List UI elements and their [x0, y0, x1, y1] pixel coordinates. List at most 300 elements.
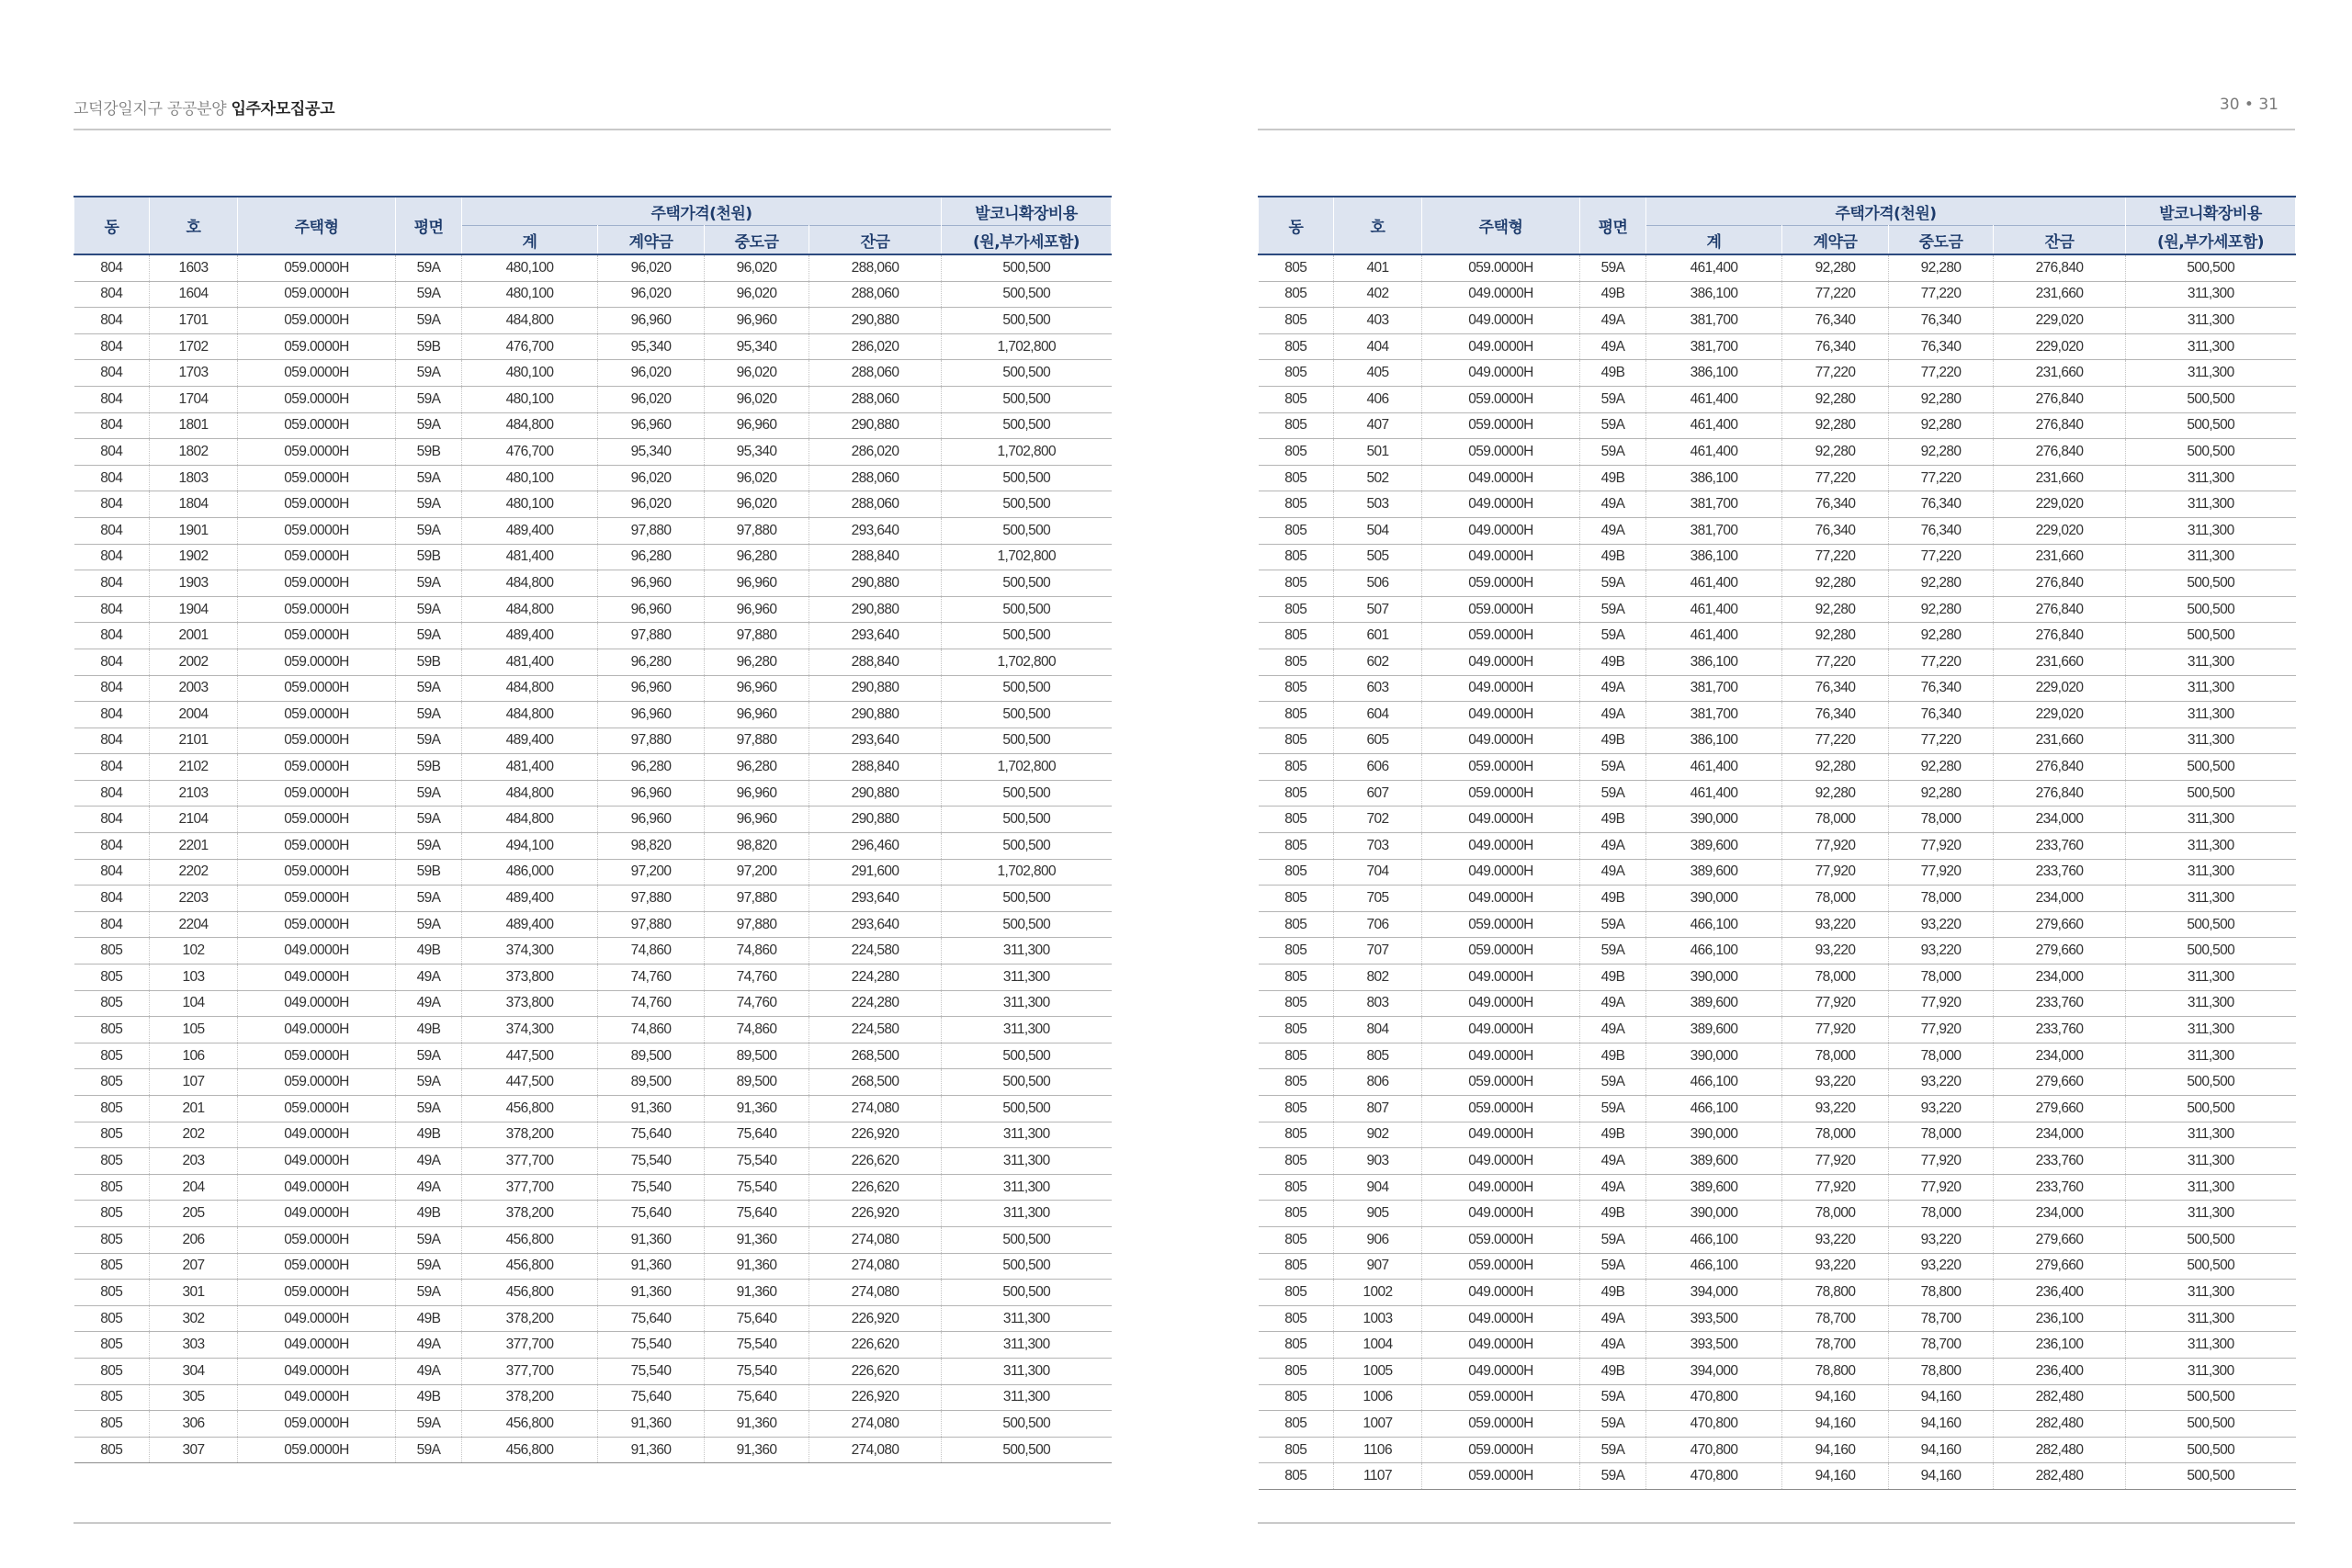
bottom-divider-right — [1258, 1522, 2295, 1524]
cell-contract: 94,160 — [1782, 1463, 1889, 1490]
cell-ho: 1802 — [150, 439, 238, 466]
cell-total: 480,100 — [462, 491, 598, 518]
cell-ho: 2103 — [150, 780, 238, 807]
table-row — [74, 333, 1112, 360]
cell-total: 466,100 — [1646, 1253, 1782, 1280]
cell-total: 381,700 — [1646, 517, 1782, 544]
cell-contract: 92,280 — [1782, 780, 1889, 807]
cell-balcony: 500,500 — [2126, 439, 2296, 466]
cell-middle: 78,700 — [1889, 1305, 1994, 1332]
cell-ho: 1604 — [150, 281, 238, 308]
cell-total: 466,100 — [1646, 911, 1782, 938]
cell-total: 447,500 — [462, 1069, 598, 1096]
cell-housing-type: 059.0000H — [238, 780, 396, 807]
col-header-area: 평면 — [396, 197, 462, 254]
cell-area: 59A — [1580, 1463, 1646, 1490]
cell-total: 486,000 — [462, 859, 598, 886]
cell-contract: 78,700 — [1782, 1305, 1889, 1332]
cell-housing-type: 049.0000H — [1422, 675, 1580, 702]
cell-contract: 89,500 — [598, 1043, 705, 1069]
cell-balcony: 500,500 — [2126, 1437, 2296, 1463]
cell-total: 489,400 — [462, 623, 598, 649]
cell-area: 59A — [396, 491, 462, 518]
cell-dong: 805 — [1259, 728, 1334, 754]
cell-balance: 290,880 — [809, 570, 942, 597]
cell-balance: 293,640 — [809, 911, 942, 938]
cell-housing-type: 049.0000H — [1422, 1332, 1580, 1359]
cell-balcony: 311,300 — [2126, 1305, 2296, 1332]
cell-balance: 290,880 — [809, 308, 942, 334]
cell-middle: 78,000 — [1889, 964, 1994, 991]
cell-area: 49A — [396, 990, 462, 1017]
table-row — [1259, 1122, 2296, 1148]
cell-total: 377,700 — [462, 1332, 598, 1359]
cell-ho: 805 — [1334, 1043, 1422, 1069]
cell-middle: 91,360 — [705, 1226, 809, 1253]
table-row — [74, 623, 1112, 649]
cell-contract: 97,880 — [598, 517, 705, 544]
cell-middle: 95,340 — [705, 333, 809, 360]
cell-contract: 74,860 — [598, 938, 705, 964]
cell-balcony: 311,300 — [2126, 702, 2296, 728]
cell-balance: 236,400 — [1994, 1280, 2126, 1306]
cell-balance: 226,620 — [809, 1332, 942, 1359]
cell-area: 59A — [1580, 1069, 1646, 1096]
cell-contract: 95,340 — [598, 439, 705, 466]
cell-ho: 1801 — [150, 412, 238, 439]
cell-balcony: 311,300 — [942, 1174, 1112, 1201]
cell-ho: 406 — [1334, 386, 1422, 412]
cell-area: 49B — [1580, 1043, 1646, 1069]
cell-dong: 804 — [74, 886, 150, 912]
cell-balcony: 311,300 — [2126, 675, 2296, 702]
cell-area: 59A — [1580, 911, 1646, 938]
cell-balcony: 1,702,800 — [942, 439, 1112, 466]
table-row — [1259, 754, 2296, 781]
cell-middle: 77,220 — [1889, 281, 1994, 308]
table-row — [1259, 1358, 2296, 1384]
cell-dong: 805 — [1259, 780, 1334, 807]
cell-total: 381,700 — [1646, 308, 1782, 334]
cell-dong: 804 — [74, 333, 150, 360]
cell-housing-type: 049.0000H — [1422, 1043, 1580, 1069]
cell-middle: 96,960 — [705, 412, 809, 439]
cell-dong: 805 — [1259, 623, 1334, 649]
cell-dong: 804 — [74, 544, 150, 570]
table-row — [74, 281, 1112, 308]
cell-ho: 607 — [1334, 780, 1422, 807]
cell-total: 461,400 — [1646, 412, 1782, 439]
cell-total: 390,000 — [1646, 1043, 1782, 1069]
cell-dong: 805 — [1259, 1017, 1334, 1043]
cell-area: 49A — [396, 1332, 462, 1359]
cell-contract: 78,000 — [1782, 1122, 1889, 1148]
cell-dong: 805 — [1259, 412, 1334, 439]
cell-ho: 904 — [1334, 1174, 1422, 1201]
cell-contract: 96,960 — [598, 780, 705, 807]
cell-ho: 204 — [150, 1174, 238, 1201]
cell-ho: 604 — [1334, 702, 1422, 728]
cell-area: 49B — [396, 938, 462, 964]
col-header-contract: 계약금 — [1782, 226, 1889, 255]
cell-balcony: 500,500 — [2126, 1253, 2296, 1280]
cell-housing-type: 059.0000H — [238, 1226, 396, 1253]
cell-total: 489,400 — [462, 911, 598, 938]
cell-contract: 78,000 — [1782, 886, 1889, 912]
cell-ho: 603 — [1334, 675, 1422, 702]
cell-contract: 93,220 — [1782, 911, 1889, 938]
cell-contract: 77,220 — [1782, 281, 1889, 308]
cell-housing-type: 059.0000H — [1422, 1096, 1580, 1122]
cell-middle: 92,280 — [1889, 254, 1994, 281]
cell-contract: 92,280 — [1782, 754, 1889, 781]
cell-area: 59A — [1580, 570, 1646, 597]
cell-contract: 94,160 — [1782, 1411, 1889, 1438]
cell-total: 389,600 — [1646, 1174, 1782, 1201]
table-row — [74, 1384, 1112, 1411]
table-row — [74, 1148, 1112, 1175]
cell-balcony: 311,300 — [2126, 1148, 2296, 1175]
cell-housing-type: 059.0000H — [1422, 1384, 1580, 1411]
cell-housing-type: 049.0000H — [1422, 886, 1580, 912]
cell-middle: 77,220 — [1889, 649, 1994, 675]
cell-dong: 804 — [74, 833, 150, 860]
table-row — [74, 596, 1112, 623]
cell-dong: 805 — [1259, 596, 1334, 623]
cell-balcony: 500,500 — [942, 1069, 1112, 1096]
cell-middle: 89,500 — [705, 1043, 809, 1069]
cell-balcony: 311,300 — [2126, 517, 2296, 544]
table-row — [1259, 623, 2296, 649]
cell-dong: 805 — [1259, 1463, 1334, 1490]
cell-contract: 75,540 — [598, 1174, 705, 1201]
cell-middle: 74,860 — [705, 938, 809, 964]
cell-ho: 905 — [1334, 1201, 1422, 1227]
cell-ho: 803 — [1334, 990, 1422, 1017]
cell-dong: 804 — [74, 360, 150, 387]
cell-total: 476,700 — [462, 439, 598, 466]
cell-balance: 290,880 — [809, 702, 942, 728]
cell-contract: 92,280 — [1782, 596, 1889, 623]
cell-total: 390,000 — [1646, 1201, 1782, 1227]
cell-ho: 401 — [1334, 254, 1422, 281]
cell-contract: 77,220 — [1782, 649, 1889, 675]
cell-housing-type: 049.0000H — [1422, 1017, 1580, 1043]
cell-total: 489,400 — [462, 886, 598, 912]
col-header-balance: 잔금 — [1994, 226, 2126, 255]
cell-balcony: 311,300 — [2126, 544, 2296, 570]
cell-contract: 77,220 — [1782, 465, 1889, 491]
cell-dong: 805 — [1259, 1148, 1334, 1175]
cell-area: 59A — [1580, 1096, 1646, 1122]
cell-area: 49A — [1580, 702, 1646, 728]
cell-area: 59B — [396, 859, 462, 886]
cell-contract: 75,640 — [598, 1305, 705, 1332]
cell-ho: 202 — [150, 1122, 238, 1148]
cell-balance: 293,640 — [809, 517, 942, 544]
cell-balance: 288,840 — [809, 754, 942, 781]
cell-middle: 92,280 — [1889, 623, 1994, 649]
table-row — [74, 990, 1112, 1017]
cell-balcony: 311,300 — [2126, 281, 2296, 308]
cell-ho: 2003 — [150, 675, 238, 702]
cell-dong: 805 — [74, 1096, 150, 1122]
cell-middle: 96,020 — [705, 465, 809, 491]
cell-middle: 98,820 — [705, 833, 809, 860]
cell-balcony: 500,500 — [942, 886, 1112, 912]
cell-dong: 805 — [1259, 465, 1334, 491]
cell-contract: 96,020 — [598, 465, 705, 491]
cell-balance: 231,660 — [1994, 281, 2126, 308]
cell-balance: 276,840 — [1994, 596, 2126, 623]
cell-housing-type: 059.0000H — [1422, 754, 1580, 781]
cell-balance: 226,620 — [809, 1148, 942, 1175]
cell-middle: 78,800 — [1889, 1358, 1994, 1384]
cell-area: 49B — [396, 1384, 462, 1411]
cell-dong: 805 — [74, 1332, 150, 1359]
cell-balance: 234,000 — [1994, 964, 2126, 991]
cell-housing-type: 059.0000H — [238, 1280, 396, 1306]
cell-dong: 805 — [1259, 702, 1334, 728]
cell-balance: 288,060 — [809, 386, 942, 412]
table-row — [1259, 412, 2296, 439]
cell-balance: 293,640 — [809, 728, 942, 754]
table-row — [1259, 728, 2296, 754]
cell-ho: 1904 — [150, 596, 238, 623]
cell-dong: 805 — [74, 1226, 150, 1253]
table-row — [74, 780, 1112, 807]
cell-contract: 76,340 — [1782, 491, 1889, 518]
col-header-total: 계 — [462, 226, 598, 255]
cell-total: 389,600 — [1646, 1017, 1782, 1043]
cell-area: 49B — [1580, 544, 1646, 570]
cell-housing-type: 049.0000H — [1422, 1201, 1580, 1227]
cell-contract: 94,160 — [1782, 1437, 1889, 1463]
cell-balance: 226,920 — [809, 1384, 942, 1411]
cell-area: 59A — [396, 1226, 462, 1253]
cell-housing-type: 059.0000H — [238, 386, 396, 412]
cell-balance: 274,080 — [809, 1437, 942, 1463]
table-row — [1259, 333, 2296, 360]
col-header-balcony-note: (원,부가세포함) — [942, 226, 1112, 255]
table-row — [1259, 254, 2296, 281]
cell-ho: 306 — [150, 1411, 238, 1438]
cell-ho: 506 — [1334, 570, 1422, 597]
cell-housing-type: 059.0000H — [238, 649, 396, 675]
cell-dong: 805 — [1259, 1122, 1334, 1148]
cell-total: 476,700 — [462, 333, 598, 360]
cell-contract: 97,880 — [598, 886, 705, 912]
cell-area: 59A — [396, 254, 462, 281]
cell-balcony: 311,300 — [2126, 649, 2296, 675]
cell-middle: 91,360 — [705, 1437, 809, 1463]
cell-area: 59B — [396, 649, 462, 675]
cell-contract: 78,800 — [1782, 1280, 1889, 1306]
cell-balcony: 500,500 — [942, 360, 1112, 387]
cell-balcony: 500,500 — [942, 465, 1112, 491]
cell-housing-type: 049.0000H — [1422, 1122, 1580, 1148]
cell-balcony: 311,300 — [942, 1148, 1112, 1175]
cell-balance: 226,620 — [809, 1174, 942, 1201]
cell-housing-type: 059.0000H — [238, 281, 396, 308]
cell-dong: 805 — [74, 1280, 150, 1306]
cell-housing-type: 049.0000H — [1422, 360, 1580, 387]
col-header-total: 계 — [1646, 226, 1782, 255]
cell-balance: 274,080 — [809, 1280, 942, 1306]
cell-housing-type: 059.0000H — [238, 544, 396, 570]
cell-balance: 224,280 — [809, 990, 942, 1017]
cell-ho: 2101 — [150, 728, 238, 754]
cell-ho: 104 — [150, 990, 238, 1017]
cell-balcony: 311,300 — [2126, 465, 2296, 491]
cell-dong: 804 — [74, 465, 150, 491]
cell-total: 489,400 — [462, 728, 598, 754]
cell-area: 59B — [396, 439, 462, 466]
cell-balcony: 500,500 — [942, 623, 1112, 649]
cell-housing-type: 059.0000H — [1422, 570, 1580, 597]
cell-dong: 805 — [74, 1148, 150, 1175]
table-row — [74, 1201, 1112, 1227]
col-header-dong: 동 — [1259, 197, 1334, 254]
cell-contract: 74,860 — [598, 1017, 705, 1043]
cell-balance: 279,660 — [1994, 938, 2126, 964]
cell-area: 59B — [396, 333, 462, 360]
cell-middle: 96,280 — [705, 649, 809, 675]
cell-contract: 97,880 — [598, 623, 705, 649]
cell-total: 484,800 — [462, 570, 598, 597]
cell-contract: 89,500 — [598, 1069, 705, 1096]
cell-area: 59A — [396, 570, 462, 597]
cell-housing-type: 059.0000H — [238, 465, 396, 491]
cell-housing-type: 049.0000H — [1422, 728, 1580, 754]
cell-housing-type: 049.0000H — [238, 1122, 396, 1148]
table-row — [1259, 780, 2296, 807]
col-header-balance: 잔금 — [809, 226, 942, 255]
cell-total: 461,400 — [1646, 386, 1782, 412]
cell-ho: 2104 — [150, 807, 238, 833]
cell-total: 447,500 — [462, 1043, 598, 1069]
cell-middle: 77,220 — [1889, 465, 1994, 491]
table-row — [74, 1043, 1112, 1069]
cell-total: 461,400 — [1646, 754, 1782, 781]
cell-total: 484,800 — [462, 596, 598, 623]
cell-housing-type: 049.0000H — [238, 1384, 396, 1411]
cell-balcony: 311,300 — [2126, 833, 2296, 860]
cell-balance: 229,020 — [1994, 333, 2126, 360]
cell-total: 389,600 — [1646, 833, 1782, 860]
cell-housing-type: 049.0000H — [1422, 491, 1580, 518]
cell-contract: 92,280 — [1782, 412, 1889, 439]
cell-balcony: 500,500 — [2126, 1226, 2296, 1253]
cell-dong: 804 — [74, 570, 150, 597]
cell-balance: 236,400 — [1994, 1358, 2126, 1384]
cell-area: 59A — [396, 465, 462, 491]
cell-area: 59A — [1580, 596, 1646, 623]
cell-balance: 286,020 — [809, 333, 942, 360]
cell-contract: 77,220 — [1782, 360, 1889, 387]
cell-dong: 805 — [1259, 308, 1334, 334]
cell-contract: 95,340 — [598, 333, 705, 360]
cell-area: 59B — [396, 544, 462, 570]
cell-total: 393,500 — [1646, 1305, 1782, 1332]
cell-ho: 106 — [150, 1043, 238, 1069]
cell-contract: 91,360 — [598, 1437, 705, 1463]
cell-total: 484,800 — [462, 702, 598, 728]
cell-balance: 288,060 — [809, 465, 942, 491]
cell-middle: 76,340 — [1889, 308, 1994, 334]
cell-middle: 89,500 — [705, 1069, 809, 1096]
cell-area: 49A — [1580, 1305, 1646, 1332]
table-body — [74, 254, 1112, 1463]
cell-housing-type: 059.0000H — [1422, 780, 1580, 807]
cell-middle: 95,340 — [705, 439, 809, 466]
table-row — [74, 702, 1112, 728]
col-header-area: 평면 — [1580, 197, 1646, 254]
cell-ho: 305 — [150, 1384, 238, 1411]
table-row — [1259, 911, 2296, 938]
cell-total: 466,100 — [1646, 1069, 1782, 1096]
cell-balance: 233,760 — [1994, 833, 2126, 860]
cell-balance: 229,020 — [1994, 675, 2126, 702]
cell-total: 461,400 — [1646, 596, 1782, 623]
cell-total: 481,400 — [462, 544, 598, 570]
table-row — [1259, 1332, 2296, 1359]
cell-total: 389,600 — [1646, 990, 1782, 1017]
table-row — [1259, 675, 2296, 702]
cell-area: 59A — [1580, 386, 1646, 412]
cell-contract: 93,220 — [1782, 938, 1889, 964]
cell-area: 59A — [396, 412, 462, 439]
cell-middle: 96,020 — [705, 254, 809, 281]
cell-housing-type: 059.0000H — [1422, 623, 1580, 649]
cell-balcony: 311,300 — [2126, 1174, 2296, 1201]
table-row — [1259, 702, 2296, 728]
cell-balcony: 311,300 — [2126, 1201, 2296, 1227]
cell-ho: 704 — [1334, 859, 1422, 886]
cell-balcony: 311,300 — [2126, 1280, 2296, 1306]
cell-balcony: 500,500 — [942, 308, 1112, 334]
cell-total: 470,800 — [1646, 1384, 1782, 1411]
cell-balance: 236,100 — [1994, 1332, 2126, 1359]
cell-ho: 907 — [1334, 1253, 1422, 1280]
cell-balcony: 311,300 — [942, 1358, 1112, 1384]
cell-middle: 92,280 — [1889, 754, 1994, 781]
cell-balance: 276,840 — [1994, 412, 2126, 439]
cell-middle: 96,020 — [705, 360, 809, 387]
cell-middle: 75,640 — [705, 1305, 809, 1332]
cell-balcony: 500,500 — [942, 1096, 1112, 1122]
cell-total: 394,000 — [1646, 1280, 1782, 1306]
cell-total: 377,700 — [462, 1174, 598, 1201]
cell-middle: 77,920 — [1889, 833, 1994, 860]
cell-balance: 279,660 — [1994, 1253, 2126, 1280]
cell-housing-type: 049.0000H — [1422, 544, 1580, 570]
cell-area: 59A — [396, 886, 462, 912]
table-row — [74, 465, 1112, 491]
cell-dong: 805 — [74, 1253, 150, 1280]
table-row — [1259, 439, 2296, 466]
cell-contract: 75,540 — [598, 1358, 705, 1384]
cell-middle: 77,920 — [1889, 1174, 1994, 1201]
cell-total: 394,000 — [1646, 1358, 1782, 1384]
cell-balcony: 311,300 — [2126, 1332, 2296, 1359]
cell-ho: 205 — [150, 1201, 238, 1227]
cell-middle: 93,220 — [1889, 1226, 1994, 1253]
cell-dong: 804 — [74, 254, 150, 281]
cell-area: 49B — [1580, 1358, 1646, 1384]
cell-balance: 288,060 — [809, 281, 942, 308]
cell-housing-type: 059.0000H — [1422, 938, 1580, 964]
